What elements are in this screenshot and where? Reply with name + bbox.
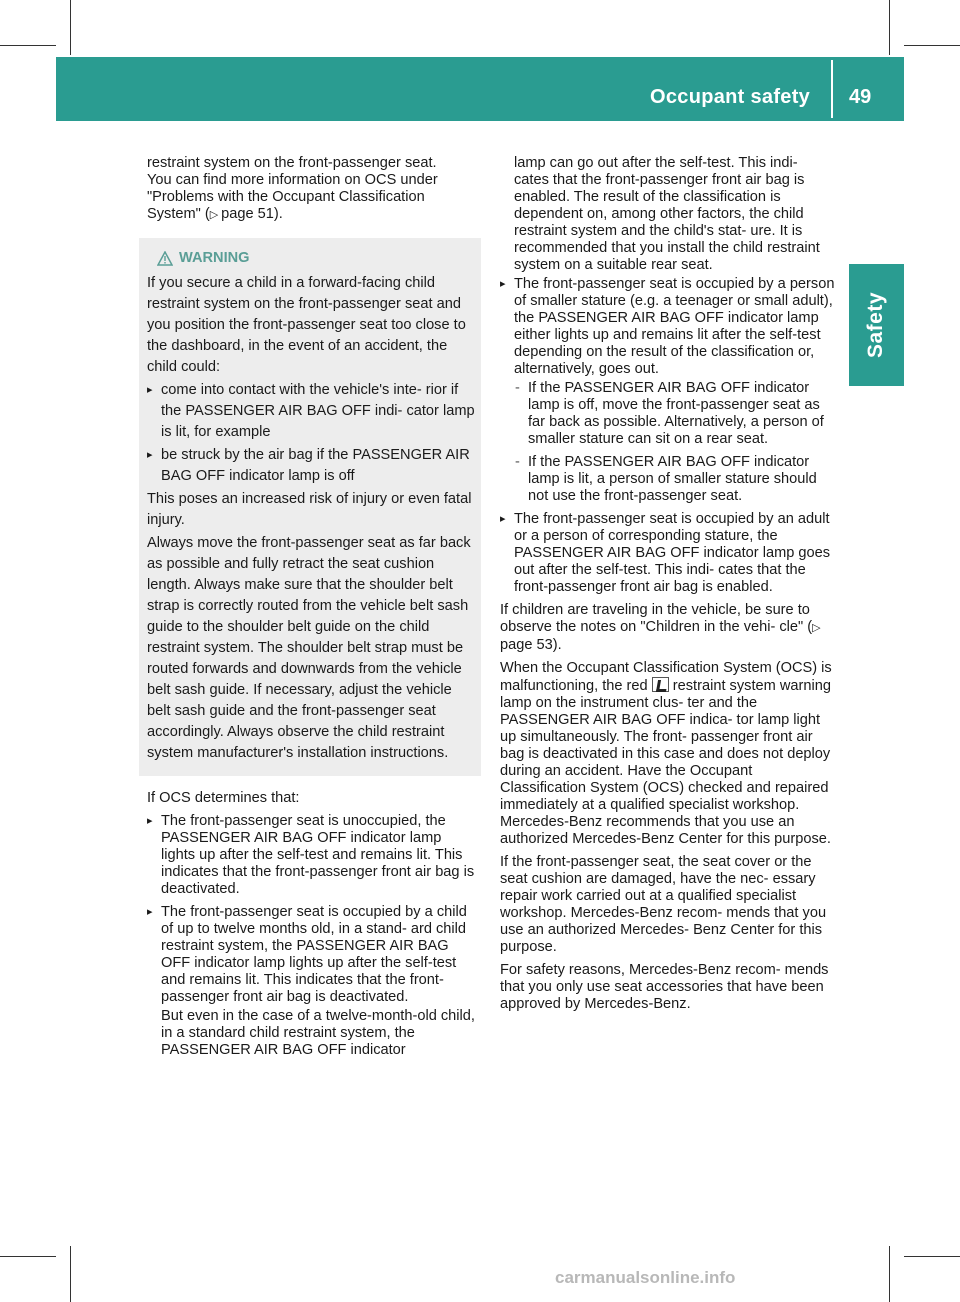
children-paragraph: If children are traveling in the vehicle, be sure to observe the notes on "Children in the vehi- cle" (▷ page 53). xyxy=(500,602,821,653)
malfunction-paragraph: When the Occupant Classification System (OCS) is malfunctioning, the red restraint system warning lamp on the instrument clus- ter and the PASSENGER AIR BAG OFF indica- tor lamp light up simultaneously. The front- passenger front air bag is deactivated in this case and does not deploy during an accident. Have the Occupant Classification System (OCS) checked and repaired immediately at a qualified specialist workshop. Mercedes-Benz recommends that you use an authorized Mercedes-Benz Center for this purpose. xyxy=(500,660,832,847)
intro-paragraph: restraint system on the front-passenger seat. You can find more information on OCS under "Problems with the Occupant Classification System" (▷ page 51). xyxy=(147,155,438,222)
page-arrow-icon: ▷ xyxy=(812,622,821,634)
crop-mark xyxy=(889,1246,890,1302)
watermark: carmanualsonline.info xyxy=(555,1268,736,1287)
ocs-intro: If OCS determines that: xyxy=(147,790,300,806)
restraint-system-warning-lamp-icon xyxy=(652,677,669,692)
page-arrow-icon: ▷ xyxy=(209,209,219,221)
safety-paragraph: For safety reasons, Mercedes-Benz recom- mends that you only use seat accessories that have been approved by Mercedes-Benz. xyxy=(500,962,829,1012)
section-tab xyxy=(849,264,904,386)
page-number: 49 xyxy=(849,86,872,108)
list-item: ▸ The front-passenger seat is occupied by a person of smaller stature (e.g. a teenager or small adult), the PASSENGER AIR BAG OFF indicator lamp either lights up and remains lit after the self-test depending on the result of the classification or, alternatively, goes out. xyxy=(500,276,836,378)
continuation-paragraph: lamp can go out after the self-test. This indi- cates that the front-passenger front air bag is enabled. The result of the classification is dependent on, among other factors, the child restraint system and the child's stat- ure. It is recommended that you install the child restraint system on a suitable rear seat. xyxy=(514,155,820,273)
warning-header xyxy=(147,248,475,269)
warning-paragraph: If you secure a child in a forward-facing child restraint system on the front-passenger seat and you position the front-passenger seat too close to the dashboard, in the event of an accident, the child could: xyxy=(147,275,466,375)
warning-bullet: ▸ come into contact with the vehicle's inte- rior if the PASSENGER AIR BAG OFF indi- cator lamp is lit, for example xyxy=(147,380,475,443)
section-tab-label: Safety xyxy=(864,291,888,359)
page-reference-link[interactable]: page 51). xyxy=(221,206,283,222)
page-reference-link[interactable]: page 53). xyxy=(500,637,562,653)
warning-triangle-icon xyxy=(157,251,173,266)
sub-list xyxy=(514,380,836,505)
warning-paragraph: Always move the front-passenger seat as far back as possible and fully retract the seat cushion length. Always make sure that the shoulder belt strap is correctly routed from the vehicle belt sash guide to the shoulder belt guide on the child restraint system. The shoulder belt strap must be routed forwards and downwards from the vehicle belt sash guide. If necessary, adjust the vehicle belt sash guide and the front-passenger seat accordingly. Always observe the child restraint system manufacturer's installation instructions. xyxy=(147,535,471,761)
crop-mark xyxy=(904,45,960,46)
right-column xyxy=(500,155,836,1019)
list-item: ▸ The front-passenger seat is occupied by a child of up to twelve months old, in a stand- ard child restraint system, the PASSENGER AIR BAG OFF indicator lamp lights up after the self-test and remains lit. This indicates that the front-passenger front air bag is deactivated. xyxy=(147,904,477,1006)
crop-mark xyxy=(70,1246,71,1302)
left-column xyxy=(147,155,477,1065)
crop-mark xyxy=(0,45,56,46)
warning-paragraph: This poses an increased risk of injury or even fatal injury. xyxy=(147,491,472,528)
sub-list-item: - If the PASSENGER AIR BAG OFF indicator lamp is off, move the front-passenger seat as far back as possible. Alternatively, a person of smaller stature can sit on a rear seat. xyxy=(514,380,836,448)
header-divider xyxy=(831,60,833,118)
page-header-title: Occupant safety xyxy=(650,86,811,108)
sub-list-item: - If the PASSENGER AIR BAG OFF indicator lamp is lit, a person of smaller stature should not use the front-passenger seat. xyxy=(514,454,836,505)
crop-mark xyxy=(70,0,71,55)
crop-mark xyxy=(0,1256,56,1257)
list-item: ▸ The front-passenger seat is unoccupied, the PASSENGER AIR BAG OFF indicator lamp lights up after the self-test and remains lit. This indicates that the front-passenger front air bag is deactivated. xyxy=(147,813,477,898)
crop-mark xyxy=(904,1256,960,1257)
crop-mark xyxy=(889,0,890,55)
warning-bullet: ▸ be struck by the air bag if the PASSENGER AIR BAG OFF indicator lamp is off xyxy=(147,445,475,487)
continuation-paragraph: But even in the case of a twelve-month-old child, in a standard child restraint system, the PASSENGER AIR BAG OFF indicator xyxy=(161,1008,475,1058)
warning-title: WARNING xyxy=(179,250,250,266)
damage-paragraph: If the front-passenger seat, the seat cover or the seat cushion are damaged, have the nec- essary repair work carried out at a qualified specialist workshop. Mercedes-Benz recom- mends that you use an authorized Mercedes- Benz Center for this purpose. xyxy=(500,854,827,955)
list-item: ▸ The front-passenger seat is occupied by an adult or a person of corresponding stature, the PASSENGER AIR BAG OFF indicator lamp goes out after the self-test. This indi- cates that the front-passenger front air bag is enabled. xyxy=(500,511,836,596)
warning-box xyxy=(139,238,481,776)
